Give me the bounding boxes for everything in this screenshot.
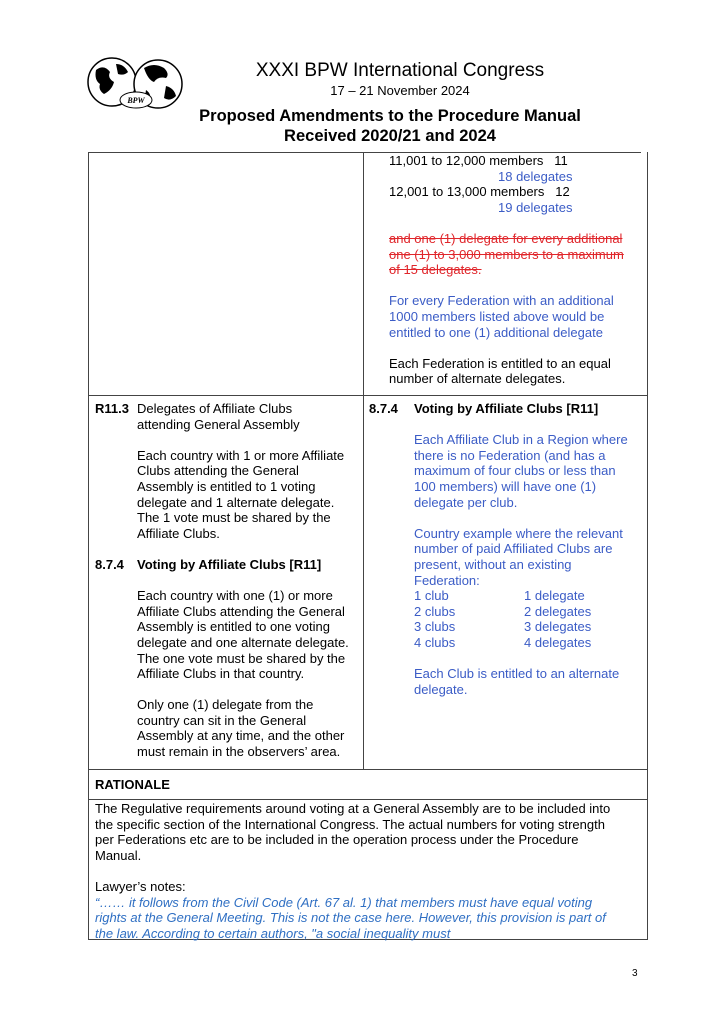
delegates-count: 1 delegate bbox=[524, 588, 585, 604]
delegates-count: 3 delegates bbox=[524, 619, 592, 635]
affiliate-para1-line: 100 members) will have one (1) bbox=[414, 478, 597, 494]
r11-3-title-line: Delegates of Affiliate Clubs bbox=[137, 401, 293, 416]
row1-right-cell bbox=[389, 153, 624, 387]
r11-3-body-line: Assembly is entitled to 1 voting bbox=[137, 478, 316, 494]
rationale-heading: RATIONALE bbox=[95, 777, 170, 792]
s8-7-4-title: Voting by Affiliate Clubs [R11] bbox=[137, 556, 322, 572]
bpw-globe-logo bbox=[86, 56, 186, 112]
rationale-body-line: The Regulative requirements around voting at a General Assembly are to be included into bbox=[95, 801, 611, 816]
rationale-body-line: Manual. bbox=[95, 847, 142, 863]
new-delegates-19: 19 delegates bbox=[498, 199, 573, 215]
clubs-count: 2 clubs bbox=[414, 603, 456, 619]
logo-text: BPW bbox=[127, 96, 145, 105]
subtitle-line-2: Received 2020/21 and 2024 bbox=[284, 127, 496, 145]
row2-left-cell bbox=[95, 401, 357, 760]
clubs-row bbox=[414, 619, 644, 635]
lawyers-notes-label: Lawyer’s notes: bbox=[95, 878, 186, 894]
r11-3-body-line: Clubs attending the General bbox=[137, 463, 299, 479]
added-text-line: For every Federation with an additional bbox=[389, 293, 614, 309]
struck-text-line: and one (1) delegate for every additional bbox=[389, 230, 623, 246]
members-range-11: 11,001 to 12,000 members bbox=[389, 153, 544, 168]
alternate-text-line: Each Federation is entitled to an equal bbox=[389, 355, 611, 371]
affiliate-para1-line: Each Affiliate Club in a Region where bbox=[414, 432, 628, 448]
added-text-line: 1000 members listed above would be bbox=[389, 308, 605, 324]
affiliate-para1-line: delegate per club. bbox=[414, 494, 518, 510]
congress-dates: 17 – 21 November 2024 bbox=[330, 83, 470, 98]
r11-3-body-line: The 1 vote must be shared by the bbox=[137, 510, 331, 526]
table-column-divider bbox=[363, 152, 364, 770]
delegates-count: 4 delegates bbox=[524, 634, 592, 650]
struck-text-line: of 15 delegates. bbox=[389, 262, 482, 278]
s8-7-4-body2-line: must remain in the observers’ area. bbox=[137, 744, 341, 760]
s8-7-4-body-line: Affiliate Clubs in that country. bbox=[137, 666, 305, 682]
table-right-border bbox=[647, 152, 648, 939]
affiliate-para2-line: Country example where the relevant bbox=[414, 525, 623, 541]
table-left-border bbox=[88, 152, 89, 939]
members-row-11 bbox=[389, 153, 624, 169]
right-8-7-4-title: Voting by Affiliate Clubs [R11] bbox=[414, 401, 599, 416]
subtitle-line-1: Proposed Amendments to the Procedure Manual bbox=[199, 107, 581, 125]
clubs-count: 4 clubs bbox=[414, 634, 456, 650]
affiliate-para2-line: Federation: bbox=[414, 572, 480, 588]
clubs-row bbox=[414, 635, 644, 651]
new-delegates-18: 18 delegates bbox=[498, 168, 573, 184]
lawyers-notes-line: rights at the General Meeting. This is not the case here. However, this provision is part of bbox=[95, 910, 606, 926]
delegates-count: 2 delegates bbox=[524, 603, 592, 619]
added-text-line: entitled to one (1) additional delegate bbox=[389, 324, 603, 340]
page-number: 3 bbox=[632, 968, 638, 979]
r11-3-number: R11.3 bbox=[95, 401, 129, 416]
members-row-12 bbox=[389, 184, 624, 200]
r11-3-body-line: delegate and 1 alternate delegate. bbox=[137, 494, 335, 510]
rationale-body bbox=[95, 801, 610, 941]
clubs-delegates-table bbox=[414, 588, 644, 650]
members-range-12: 12,001 to 13,000 members bbox=[389, 184, 545, 200]
document-subtitle bbox=[170, 106, 610, 146]
affiliate-para1-line: maximum of four clubs or less than bbox=[414, 463, 616, 479]
s8-7-4-body-line: Each country with one (1) or more bbox=[137, 588, 333, 604]
r11-3-title-line: attending General Assembly bbox=[137, 416, 300, 432]
struck-text-line: one (1) to 3,000 members to a maximum bbox=[389, 246, 624, 262]
rationale-body-line: the specific section of the International Congress. The actual numbers for voting strength bbox=[95, 816, 605, 832]
affiliate-para1-line: there is no Federation (and has a bbox=[414, 447, 606, 463]
s8-7-4-body-line: Assembly is entitled to one voting bbox=[137, 619, 330, 635]
right-8-7-4-number: 8.7.4 bbox=[369, 401, 398, 416]
congress-title: XXXI BPW International Congress bbox=[255, 60, 545, 81]
clubs-row bbox=[414, 604, 644, 620]
affiliate-para2-line: number of paid Affiliated Clubs are bbox=[414, 541, 613, 557]
rationale-body-line: per Federations etc are to be included in the operation process under the Procedure bbox=[95, 832, 579, 848]
lawyers-notes-line: the law. According to certain authors, "a social inequality must bbox=[95, 925, 451, 941]
s8-7-4-body-line: delegate and one alternate delegate. bbox=[137, 634, 349, 650]
r11-3-body-line: Affiliate Clubs. bbox=[137, 525, 220, 541]
s8-7-4-number: 8.7.4 bbox=[95, 556, 124, 572]
row2-right-cell bbox=[369, 401, 644, 697]
old-delegates-12: 12 bbox=[555, 184, 570, 200]
clubs-count: 1 club bbox=[414, 588, 449, 604]
row-divider-2 bbox=[88, 769, 648, 770]
affiliate-para2-line: present, without an existing bbox=[414, 556, 572, 572]
old-delegates-11: 11 bbox=[554, 153, 568, 168]
s8-7-4-body-line: The one vote must be shared by the bbox=[137, 650, 346, 666]
clubs-count: 3 clubs bbox=[414, 619, 456, 635]
s8-7-4-body2-line: Only one (1) delegate from the bbox=[137, 697, 314, 713]
row-divider-1 bbox=[88, 395, 648, 396]
clubs-row bbox=[414, 588, 644, 604]
s8-7-4-body-line: Affiliate Clubs attending the General bbox=[137, 603, 345, 619]
affiliate-para3-line: Each Club is entitled to an alternate bbox=[414, 666, 620, 682]
s8-7-4-body2-line: Assembly at any time, and the other bbox=[137, 728, 345, 744]
s8-7-4-body2-line: country can sit in the General bbox=[137, 712, 307, 728]
row-divider-3 bbox=[88, 799, 648, 800]
alternate-text-line: number of alternate delegates. bbox=[389, 371, 566, 387]
lawyers-notes-line: “…… it follows from the Civil Code (Art. 67 al. 1) that members must have equal voting bbox=[95, 894, 593, 910]
r11-3-body-line: Each country with 1 or more Affiliate bbox=[137, 447, 345, 463]
affiliate-para3-line: delegate. bbox=[414, 681, 468, 697]
